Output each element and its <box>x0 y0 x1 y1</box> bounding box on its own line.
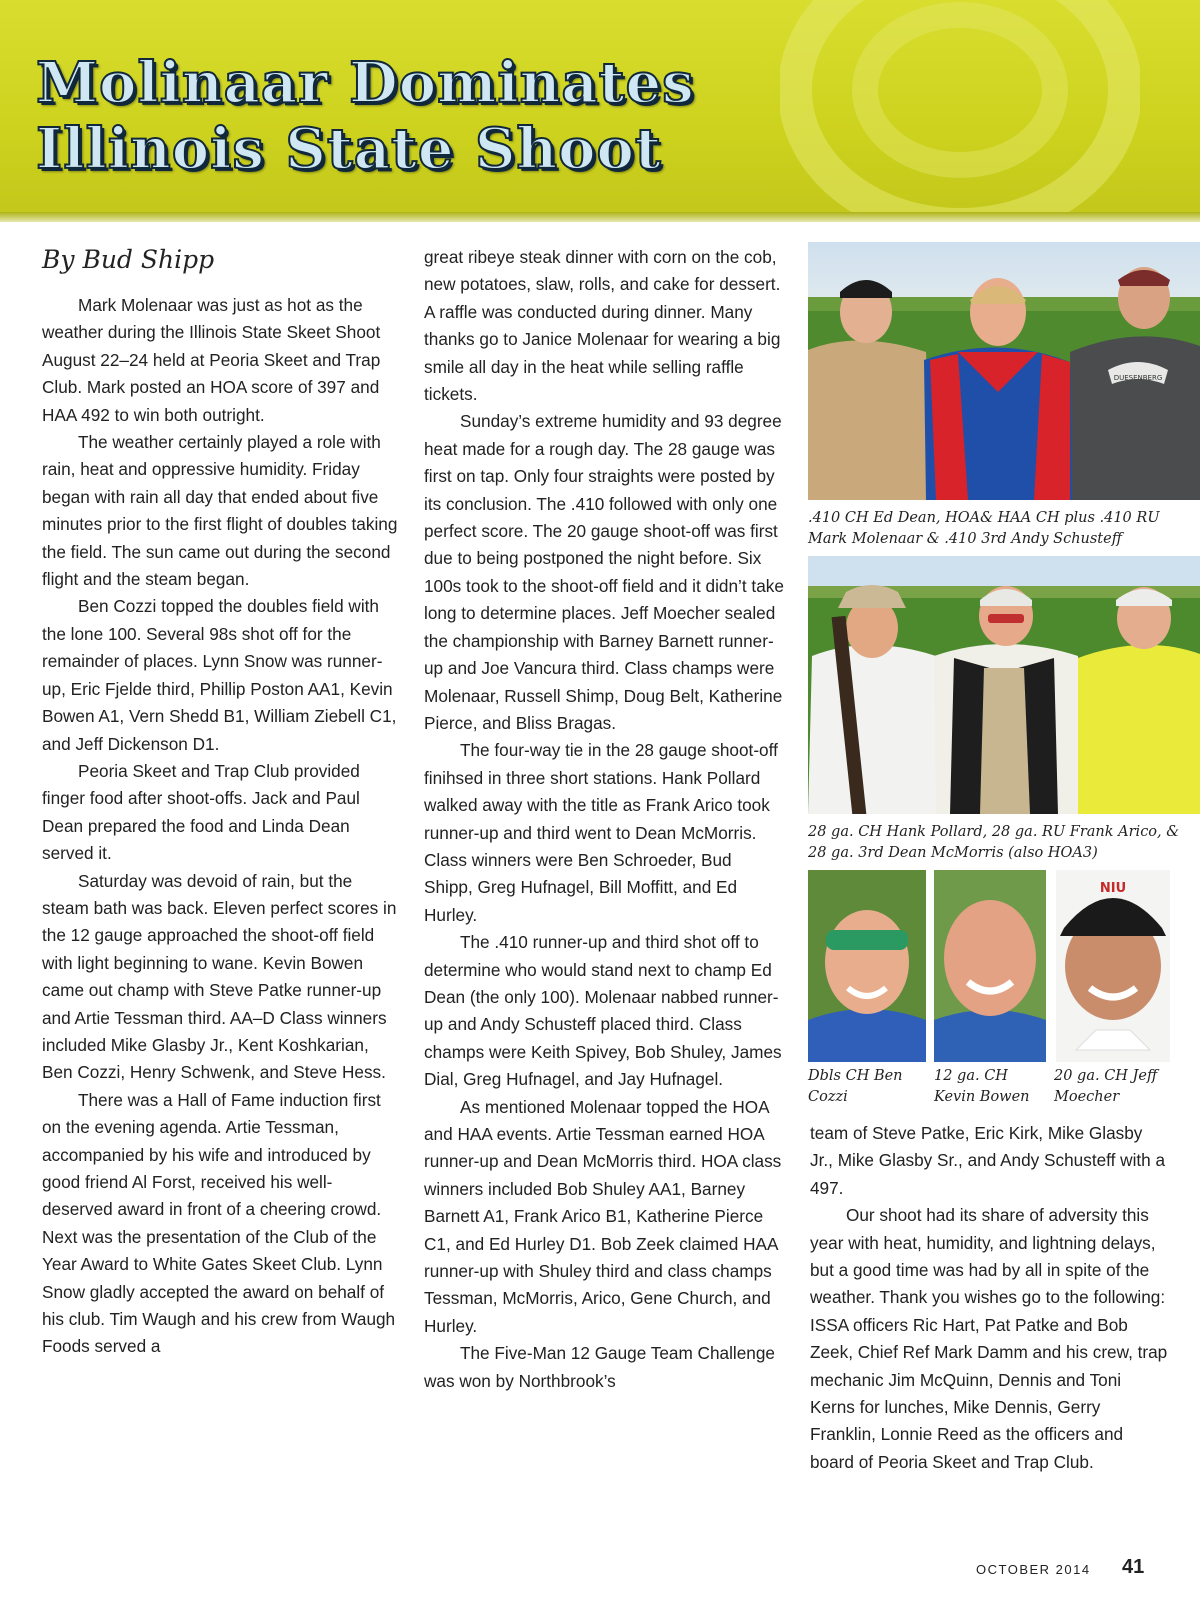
headline-line-2: Illinois State Shoot <box>36 116 662 182</box>
photo-jeff-moecher-image <box>1056 870 1170 1062</box>
cap-logo-text: NIU <box>1099 881 1127 896</box>
photo-28ga-winners-image <box>808 556 1200 814</box>
photo-28ga-winners <box>808 556 1200 814</box>
photo-kevin-bowen-image <box>934 870 1046 1062</box>
paragraph: team of Steve Patke, Eric Kirk, Mike Glasby Jr., Mike Glasby Sr., and Andy Schusteff with a 497. <box>810 1123 1166 1198</box>
paragraph: The Five-Man 12 Gauge Team Challenge was won by Northbrook’s <box>424 1343 775 1391</box>
photo-410-winners <box>808 242 1200 500</box>
issue-date: OCTOBER 2014 <box>976 1562 1091 1577</box>
photo-ben-cozzi <box>808 870 926 1062</box>
headline-line-1: Molinaar Dominates <box>36 50 695 116</box>
headline <box>36 50 695 182</box>
article-column-2 <box>424 244 784 1395</box>
byline: By Bud Shipp <box>42 245 215 274</box>
paragraph: The .410 runner-up and third shot off to determine who would stand next to champ Ed Dean (the only 100). Molenaar nabbed runner-up and Andy Schusteff placed third. Class champs were Keith Spivey, Bob Shuley, James Dial, Greg Hufnagel, and Jay Hufnagel. <box>424 932 782 1090</box>
photo-jeff-moecher <box>1056 870 1170 1062</box>
photo-410-winners-image <box>808 242 1200 500</box>
photo-kevin-bowen-caption: 12 ga. CH Kevin Bowen <box>934 1068 1030 1105</box>
photo-kevin-bowen <box>934 870 1046 1062</box>
paragraph: Sunday’s extreme humidity and 93 degree heat made for a rough day. The 28 gauge was first on tap. Only four straights were posted by its conclusion. The .410 followed with only one perfect score. The 20 gauge shoot-off was first due to being postponed the night before. Six 100s took to the shoot-off field and it didn’t take long to determine places. Jeff Moecher sealed the championship with Barney Barnett runner-up and Joe Vancura third. Class champs were Molenaar, Russell Shimp, Doug Belt, Katherine Pierce, and Bliss Bragas. <box>424 411 784 733</box>
photo-28ga-caption: 28 ga. CH Hank Pollard, 28 ga. RU Frank Arico, & 28 ga. 3rd Dean McMorris (also HOA3) <box>808 824 1180 861</box>
paragraph: There was a Hall of Fame induction first on the evening agenda. Artie Tessman, accompanied by his wife and introduced by good friend Al Forst, received his well-deserved award in front of a cheering crowd. Next was the presentation of the Club of the Year Award to White Gates Skeet Club. Lynn Snow gladly accepted the award on behalf of his club. Tim Waugh and his crew from Waugh Foods served a <box>42 1089 396 1357</box>
swirl-graphic <box>780 0 1140 222</box>
banner-edge <box>0 212 1200 222</box>
photo-ben-cozzi-caption: Dbls CH Ben Cozzi <box>808 1068 903 1105</box>
paragraph: Saturday was devoid of rain, but the steam bath was back. Eleven perfect scores in the 12 gauge approached the shoot-off field with light beginning to wane. Kevin Bowen came out champ with Steve Patke runner-up and Artie Tessman third. AA–D Class winners included Mike Glasby Jr., Kent Koshkarian, Ben Cozzi, Henry Schwenk, and Steve Hess. <box>42 870 397 1083</box>
paragraph: great ribeye steak dinner with corn on the cob, new potatoes, slaw, rolls, and cake for dessert. A raffle was conducted during dinner. Many thanks go to Janice Molenaar for wearing a big smile all day in the heat while selling raffle tickets. <box>424 247 781 405</box>
paragraph: As mentioned Molenaar topped the HOA and HAA events. Artie Tessman earned HOA runner-up and Dean McMorris third. HOA class winners included Bob Shuley AA1, Barney Barnett A1, Frank Arico B1, Katherine Pierce C1, and Ed Hurley D1. Bob Zeek claimed HAA runner-up with Shuley third and class champs Tessman, McMorris, Arico, Gene Church, and Hurley. <box>424 1096 782 1336</box>
article-column-3 <box>810 1120 1170 1476</box>
paragraph: Our shoot had its share of adversity this year with heat, humidity, and lightning delays, but a good time was had by all in spite of the weather. Thank you wishes go to the following: ISSA officers Ric Hart, Pat Patke and Bob Zeek, Chief Ref Mark Damm and his crew, trap mechanic Jim McQuinn, Dennis and Toni Kerns for lunches, Mike Dennis, Gerry Franklin, Lonnie Reed as the officers and board of Peoria Skeet and Trap Club. <box>810 1205 1168 1472</box>
paragraph: Mark Molenaar was just as hot as the weather during the Illinois State Skeet Shoot August 22–24 held at Peoria Skeet and Trap Club. Mark posted an HOA score of 397 and HAA 492 to win both outright. <box>42 295 381 425</box>
paragraph: The four-way tie in the 28 gauge shoot-off finihsed in three short stations. Hank Pollard walked away with the title as Frank Arico took runner-up and third went to Dean McMorris. Class winners were Ben Schroeder, Bud Shipp, Greg Hufnagel, Bill Moffitt, and Ed Hurley. <box>424 740 778 925</box>
paragraph: The weather certainly played a role with rain, heat and oppressive humidity. Friday began with rain all day that ended about five minutes prior to the first flight of doubles taking the field. The sun came out during the second flight and the steam began. <box>42 432 398 590</box>
article-column-1 <box>42 244 402 1361</box>
photo-ben-cozzi-image <box>808 870 926 1062</box>
paragraph: Ben Cozzi topped the doubles field with the lone 100. Several 98s shot off for the remainder of places. Lynn Snow was runner-up, Eric Fjelde third, Phillip Poston AA1, Kevin Bowen A1, Vern Shedd B1, William Ziebell C1, and Jeff Dickenson D1. <box>42 596 397 754</box>
photo-jeff-moecher-caption: 20 ga. CH Jeff Moecher <box>1054 1068 1158 1105</box>
paragraph: Peoria Skeet and Trap Club provided finger food after shoot-offs. Jack and Paul Dean prepared the food and Linda Dean served it. <box>42 760 360 864</box>
photo-410-caption: .410 CH Ed Dean, HOA& HAA CH plus .410 RU Mark Molenaar & .410 3rd Andy Schusteff <box>808 510 1160 547</box>
page-number: 41 <box>1122 1556 1145 1578</box>
shirt-logo-text: DUESENBERG <box>1113 374 1163 382</box>
title-banner <box>0 0 1200 222</box>
